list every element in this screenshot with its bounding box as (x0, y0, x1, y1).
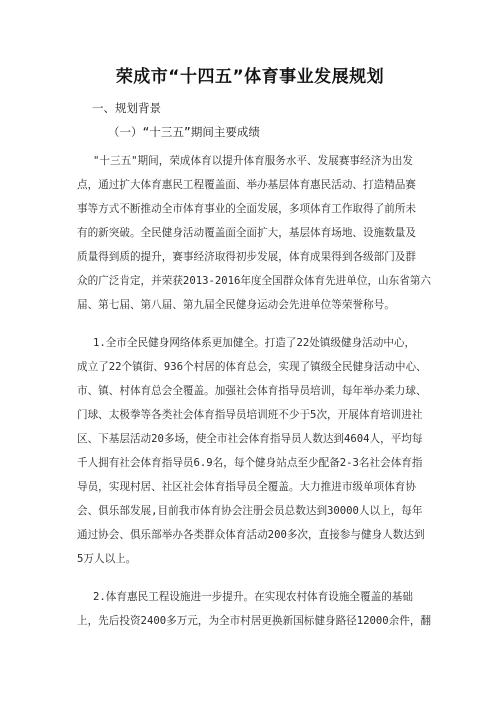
paragraph-line: 点，通过扩大体育惠民工程覆盖面、举办基层体育惠民活动、打造精品赛 (77, 179, 416, 191)
paragraph-line: 有的新突破。全民健身活动覆盖面全面扩大，基层体育场地、设施数量及 (77, 227, 416, 239)
paragraph-line: 众的广泛肯定，并荣获2013-2016年度全国群众体育先进单位，山东省第六 (77, 275, 432, 287)
paragraph-line: 成立了22个镇街、936个村居的体育总会，实现了镇级全民健身活动中心、 (77, 361, 427, 373)
paragraph-line: "十三五"期间，荣成体育以提升体育服务水平、发展赛事经济为出发 (93, 155, 413, 167)
paragraph-line: 1.全市全民健身网络体系更加健全。打造了22处镇级健身活动中心， (93, 337, 416, 349)
paragraph-line: 5万人以上。 (77, 553, 137, 565)
paragraph-line: 导员，实现村居、社区社会体育指导员全覆盖。大力推进市级单项体育协 (77, 481, 416, 493)
section-heading: 一、规划背景 (92, 101, 161, 115)
subsection-heading: （一）“十三五”期间主要成绩 (108, 125, 260, 139)
paragraph-line: 市、镇、村体育总会全覆盖。加强社会体育指导员培训，每年举办柔力球、 (77, 385, 427, 397)
paragraph-line: 质量得到质的提升，赛事经济取得初步发展，体育成果得到各级部门及群 (77, 251, 416, 263)
paragraph-line: 2.体育惠民工程设施进一步提升。在实现农村体育设施全覆盖的基础 (93, 591, 413, 603)
paragraph-line: 千人拥有社会体育指导员6.9名，每个健身站点至少配备2-3名社会体育指 (77, 457, 423, 469)
paragraph-line: 上，先后投资2400多万元，为全市村居更换新国标健身路径12000余件，翻 (77, 615, 432, 627)
document-title: 荣成市“十四五”体育事业发展规划 (115, 67, 385, 87)
paragraph-line: 事等方式不断推动全市体育事业的全面发展，多项体育工作取得了前所未 (77, 203, 416, 215)
paragraph-line: 通过协会、俱乐部举办各类群众体育活动200多次，直接参与健身人数达到 (77, 529, 425, 541)
paragraph-line: 届、第七届、第八届、第九届全民健身运动会先进单位等荣誉称号。 (77, 299, 395, 311)
paragraph-line: 门球、太极拳等各类社会体育指导员培训班不少于5次，开展体育培训进社 (77, 409, 423, 421)
paragraph-line: 会、俱乐部发展,目前我市体育协会注册会员总数达到30000人以上，每年 (77, 505, 423, 517)
paragraph-line: 区、下基层活动20多场，使全市社会体育指导员人数达到4604人，平均每 (77, 433, 423, 445)
